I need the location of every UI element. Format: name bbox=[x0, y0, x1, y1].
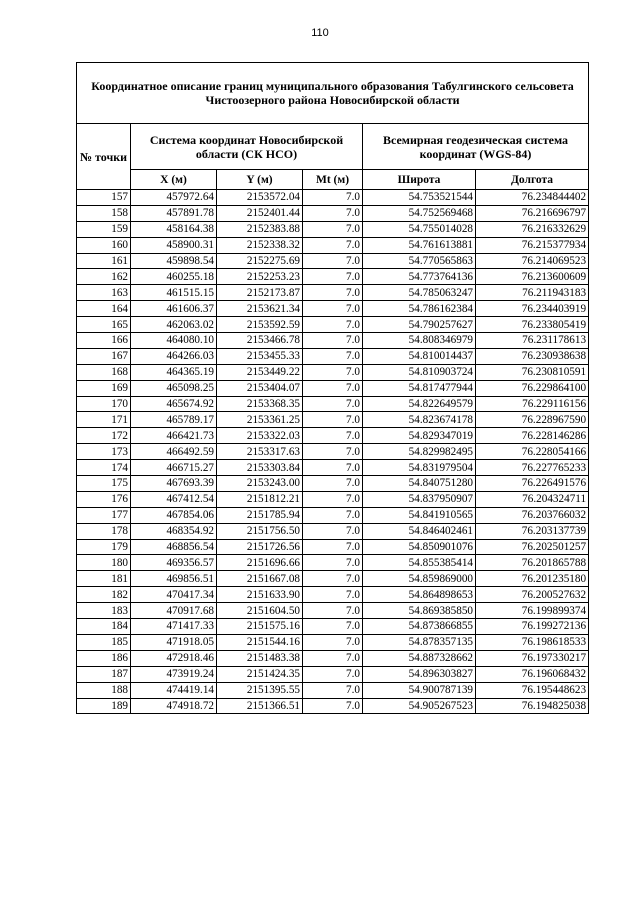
mt-cell: 7.0 bbox=[303, 634, 363, 650]
latitude-cell: 54.773764136 bbox=[363, 269, 476, 285]
longitude-cell: 76.211943183 bbox=[476, 285, 589, 301]
mt-cell: 7.0 bbox=[303, 666, 363, 682]
table-row bbox=[77, 666, 589, 682]
latitude-cell: 54.810014437 bbox=[363, 348, 476, 364]
point-number-cell: 180 bbox=[77, 555, 131, 571]
longitude-cell: 76.215377934 bbox=[476, 237, 589, 253]
mt-cell: 7.0 bbox=[303, 317, 363, 333]
longitude-cell: 76.201865788 bbox=[476, 555, 589, 571]
x-cell: 457891.78 bbox=[131, 205, 217, 221]
mt-cell: 7.0 bbox=[303, 444, 363, 460]
table-row bbox=[77, 539, 589, 555]
x-cell: 469356.57 bbox=[131, 555, 217, 571]
latitude-cell: 54.755014028 bbox=[363, 221, 476, 237]
y-cell: 2152401.44 bbox=[217, 205, 303, 221]
y-cell: 2151575.16 bbox=[217, 619, 303, 635]
x-cell: 467693.39 bbox=[131, 476, 217, 492]
longitude-cell: 76.195448623 bbox=[476, 682, 589, 698]
y-cell: 2153592.59 bbox=[217, 317, 303, 333]
longitude-cell: 76.203766032 bbox=[476, 507, 589, 523]
longitude-cell: 76.201235180 bbox=[476, 571, 589, 587]
point-number-cell: 187 bbox=[77, 666, 131, 682]
mt-cell: 7.0 bbox=[303, 285, 363, 301]
longitude-cell: 76.228054166 bbox=[476, 444, 589, 460]
point-number-cell: 184 bbox=[77, 619, 131, 635]
y-cell: 2151424.35 bbox=[217, 666, 303, 682]
latitude-cell: 54.761613881 bbox=[363, 237, 476, 253]
mt-cell: 7.0 bbox=[303, 253, 363, 269]
latitude-cell: 54.900787139 bbox=[363, 682, 476, 698]
y-cell: 2152383.88 bbox=[217, 221, 303, 237]
table-row bbox=[77, 253, 589, 269]
table-row bbox=[77, 460, 589, 476]
table-title: Координатное описание границ муниципального образования Табулгинского сельсовета Чистоозерного района Новосибирской области bbox=[77, 63, 589, 124]
longitude-cell: 76.204324711 bbox=[476, 491, 589, 507]
x-cell: 462063.02 bbox=[131, 317, 217, 333]
x-cell: 458900.31 bbox=[131, 237, 217, 253]
column-header-x: X (м) bbox=[131, 170, 217, 190]
mt-cell: 7.0 bbox=[303, 587, 363, 603]
point-number-cell: 179 bbox=[77, 539, 131, 555]
latitude-cell: 54.869385850 bbox=[363, 603, 476, 619]
point-number-cell: 158 bbox=[77, 205, 131, 221]
point-number-cell: 181 bbox=[77, 571, 131, 587]
latitude-cell: 54.753521544 bbox=[363, 190, 476, 206]
y-cell: 2152253.23 bbox=[217, 269, 303, 285]
point-number-cell: 185 bbox=[77, 634, 131, 650]
latitude-cell: 54.855385414 bbox=[363, 555, 476, 571]
point-number-cell: 167 bbox=[77, 348, 131, 364]
latitude-cell: 54.823674178 bbox=[363, 412, 476, 428]
longitude-cell: 76.194825038 bbox=[476, 698, 589, 714]
latitude-cell: 54.790257627 bbox=[363, 317, 476, 333]
point-number-cell: 177 bbox=[77, 507, 131, 523]
mt-cell: 7.0 bbox=[303, 507, 363, 523]
y-cell: 2152275.69 bbox=[217, 253, 303, 269]
point-number-cell: 182 bbox=[77, 587, 131, 603]
mt-cell: 7.0 bbox=[303, 301, 363, 317]
y-cell: 2151756.50 bbox=[217, 523, 303, 539]
point-number-cell: 161 bbox=[77, 253, 131, 269]
table-row bbox=[77, 221, 589, 237]
table-row bbox=[77, 507, 589, 523]
point-number-cell: 170 bbox=[77, 396, 131, 412]
longitude-cell: 76.230938638 bbox=[476, 348, 589, 364]
x-cell: 464266.03 bbox=[131, 348, 217, 364]
mt-cell: 7.0 bbox=[303, 555, 363, 571]
longitude-cell: 76.229864100 bbox=[476, 380, 589, 396]
mt-cell: 7.0 bbox=[303, 412, 363, 428]
point-number-cell: 188 bbox=[77, 682, 131, 698]
x-cell: 457972.64 bbox=[131, 190, 217, 206]
point-number-cell: 165 bbox=[77, 317, 131, 333]
table-row bbox=[77, 333, 589, 349]
y-cell: 2152173.87 bbox=[217, 285, 303, 301]
y-cell: 2153303.84 bbox=[217, 460, 303, 476]
longitude-cell: 76.196068432 bbox=[476, 666, 589, 682]
latitude-cell: 54.785063247 bbox=[363, 285, 476, 301]
column-header-y: Y (м) bbox=[217, 170, 303, 190]
longitude-cell: 76.227765233 bbox=[476, 460, 589, 476]
table-row bbox=[77, 412, 589, 428]
mt-cell: 7.0 bbox=[303, 619, 363, 635]
point-number-cell: 163 bbox=[77, 285, 131, 301]
y-cell: 2151667.08 bbox=[217, 571, 303, 587]
table-row bbox=[77, 634, 589, 650]
point-number-cell: 175 bbox=[77, 476, 131, 492]
point-number-cell: 160 bbox=[77, 237, 131, 253]
mt-cell: 7.0 bbox=[303, 539, 363, 555]
y-cell: 2151483.38 bbox=[217, 650, 303, 666]
x-cell: 474918.72 bbox=[131, 698, 217, 714]
longitude-cell: 76.213600609 bbox=[476, 269, 589, 285]
mt-cell: 7.0 bbox=[303, 221, 363, 237]
latitude-cell: 54.873866855 bbox=[363, 619, 476, 635]
x-cell: 472918.46 bbox=[131, 650, 217, 666]
longitude-cell: 76.229116156 bbox=[476, 396, 589, 412]
longitude-cell: 76.233805419 bbox=[476, 317, 589, 333]
y-cell: 2151633.90 bbox=[217, 587, 303, 603]
x-cell: 467854.06 bbox=[131, 507, 217, 523]
point-number-cell: 162 bbox=[77, 269, 131, 285]
mt-cell: 7.0 bbox=[303, 364, 363, 380]
x-cell: 471918.05 bbox=[131, 634, 217, 650]
x-cell: 466492.59 bbox=[131, 444, 217, 460]
longitude-cell: 76.231178613 bbox=[476, 333, 589, 349]
table-row bbox=[77, 682, 589, 698]
point-number-cell: 183 bbox=[77, 603, 131, 619]
latitude-cell: 54.887328662 bbox=[363, 650, 476, 666]
point-number-cell: 189 bbox=[77, 698, 131, 714]
latitude-cell: 54.752569468 bbox=[363, 205, 476, 221]
y-cell: 2151812.21 bbox=[217, 491, 303, 507]
latitude-cell: 54.822649579 bbox=[363, 396, 476, 412]
table-row bbox=[77, 523, 589, 539]
table-row bbox=[77, 205, 589, 221]
x-cell: 468354.92 bbox=[131, 523, 217, 539]
latitude-cell: 54.829347019 bbox=[363, 428, 476, 444]
table-row bbox=[77, 476, 589, 492]
x-cell: 470417.34 bbox=[131, 587, 217, 603]
y-cell: 2152338.32 bbox=[217, 237, 303, 253]
longitude-cell: 76.228146286 bbox=[476, 428, 589, 444]
table-row bbox=[77, 603, 589, 619]
mt-cell: 7.0 bbox=[303, 348, 363, 364]
latitude-cell: 54.840751280 bbox=[363, 476, 476, 492]
mt-cell: 7.0 bbox=[303, 269, 363, 285]
nso-system-header: Система координат Новосибирской области (СК НСО) bbox=[131, 124, 363, 170]
y-cell: 2153243.00 bbox=[217, 476, 303, 492]
x-cell: 461606.37 bbox=[131, 301, 217, 317]
longitude-cell: 76.216696797 bbox=[476, 205, 589, 221]
table-row bbox=[77, 555, 589, 571]
point-number-cell: 168 bbox=[77, 364, 131, 380]
table-body bbox=[77, 190, 589, 714]
latitude-cell: 54.817477944 bbox=[363, 380, 476, 396]
table-row bbox=[77, 190, 589, 206]
longitude-cell: 76.216332629 bbox=[476, 221, 589, 237]
point-number-cell: 176 bbox=[77, 491, 131, 507]
x-cell: 465098.25 bbox=[131, 380, 217, 396]
column-header-mt: Mt (м) bbox=[303, 170, 363, 190]
table-row bbox=[77, 650, 589, 666]
x-cell: 460255.18 bbox=[131, 269, 217, 285]
mt-cell: 7.0 bbox=[303, 491, 363, 507]
mt-cell: 7.0 bbox=[303, 476, 363, 492]
longitude-cell: 76.202501257 bbox=[476, 539, 589, 555]
latitude-cell: 54.859869000 bbox=[363, 571, 476, 587]
y-cell: 2153449.22 bbox=[217, 364, 303, 380]
latitude-cell: 54.878357135 bbox=[363, 634, 476, 650]
x-cell: 465674.92 bbox=[131, 396, 217, 412]
y-cell: 2151785.94 bbox=[217, 507, 303, 523]
table-row bbox=[77, 587, 589, 603]
mt-cell: 7.0 bbox=[303, 237, 363, 253]
x-cell: 466715.27 bbox=[131, 460, 217, 476]
latitude-cell: 54.846402461 bbox=[363, 523, 476, 539]
latitude-cell: 54.770565863 bbox=[363, 253, 476, 269]
column-header-latitude: Широта bbox=[363, 170, 476, 190]
table-row bbox=[77, 428, 589, 444]
x-cell: 467412.54 bbox=[131, 491, 217, 507]
mt-cell: 7.0 bbox=[303, 603, 363, 619]
y-cell: 2153317.63 bbox=[217, 444, 303, 460]
longitude-cell: 76.230810591 bbox=[476, 364, 589, 380]
wgs-system-header: Всемирная геодезическая система координат (WGS-84) bbox=[363, 124, 589, 170]
x-cell: 464365.19 bbox=[131, 364, 217, 380]
latitude-cell: 54.841910565 bbox=[363, 507, 476, 523]
latitude-cell: 54.864898653 bbox=[363, 587, 476, 603]
mt-cell: 7.0 bbox=[303, 396, 363, 412]
y-cell: 2153466.78 bbox=[217, 333, 303, 349]
y-cell: 2153368.35 bbox=[217, 396, 303, 412]
x-cell: 461515.15 bbox=[131, 285, 217, 301]
table-row bbox=[77, 269, 589, 285]
table-row bbox=[77, 491, 589, 507]
y-cell: 2151604.50 bbox=[217, 603, 303, 619]
longitude-cell: 76.234403919 bbox=[476, 301, 589, 317]
y-cell: 2151544.16 bbox=[217, 634, 303, 650]
longitude-cell: 76.203137739 bbox=[476, 523, 589, 539]
mt-cell: 7.0 bbox=[303, 205, 363, 221]
mt-cell: 7.0 bbox=[303, 698, 363, 714]
mt-cell: 7.0 bbox=[303, 650, 363, 666]
table-row bbox=[77, 444, 589, 460]
y-cell: 2153572.04 bbox=[217, 190, 303, 206]
table-row bbox=[77, 237, 589, 253]
table-row bbox=[77, 301, 589, 317]
y-cell: 2153455.33 bbox=[217, 348, 303, 364]
table-row bbox=[77, 619, 589, 635]
y-cell: 2153404.07 bbox=[217, 380, 303, 396]
point-number-cell: 169 bbox=[77, 380, 131, 396]
latitude-cell: 54.810903724 bbox=[363, 364, 476, 380]
point-number-cell: 174 bbox=[77, 460, 131, 476]
point-number-cell: 173 bbox=[77, 444, 131, 460]
point-number-cell: 171 bbox=[77, 412, 131, 428]
x-cell: 474419.14 bbox=[131, 682, 217, 698]
latitude-cell: 54.837950907 bbox=[363, 491, 476, 507]
y-cell: 2151366.51 bbox=[217, 698, 303, 714]
mt-cell: 7.0 bbox=[303, 523, 363, 539]
table-row bbox=[77, 396, 589, 412]
x-cell: 466421.73 bbox=[131, 428, 217, 444]
longitude-cell: 76.198618533 bbox=[476, 634, 589, 650]
x-cell: 468856.54 bbox=[131, 539, 217, 555]
y-cell: 2151395.55 bbox=[217, 682, 303, 698]
latitude-cell: 54.896303827 bbox=[363, 666, 476, 682]
x-cell: 464080.10 bbox=[131, 333, 217, 349]
table-row bbox=[77, 364, 589, 380]
x-cell: 458164.38 bbox=[131, 221, 217, 237]
table-row bbox=[77, 571, 589, 587]
column-header-longitude: Долгота bbox=[476, 170, 589, 190]
mt-cell: 7.0 bbox=[303, 380, 363, 396]
mt-cell: 7.0 bbox=[303, 333, 363, 349]
x-cell: 465789.17 bbox=[131, 412, 217, 428]
longitude-cell: 76.199272136 bbox=[476, 619, 589, 635]
longitude-cell: 76.234844402 bbox=[476, 190, 589, 206]
longitude-cell: 76.228967590 bbox=[476, 412, 589, 428]
x-cell: 473919.24 bbox=[131, 666, 217, 682]
longitude-cell: 76.199899374 bbox=[476, 603, 589, 619]
latitude-cell: 54.829982495 bbox=[363, 444, 476, 460]
x-cell: 469856.51 bbox=[131, 571, 217, 587]
y-cell: 2151726.56 bbox=[217, 539, 303, 555]
point-number-header: № точки bbox=[77, 124, 131, 190]
mt-cell: 7.0 bbox=[303, 682, 363, 698]
longitude-cell: 76.214069523 bbox=[476, 253, 589, 269]
x-cell: 470917.68 bbox=[131, 603, 217, 619]
latitude-cell: 54.831979504 bbox=[363, 460, 476, 476]
page-number: 110 bbox=[311, 27, 329, 39]
y-cell: 2153621.34 bbox=[217, 301, 303, 317]
latitude-cell: 54.808346979 bbox=[363, 333, 476, 349]
coordinates-table bbox=[76, 62, 589, 714]
y-cell: 2153322.03 bbox=[217, 428, 303, 444]
longitude-cell: 76.226491576 bbox=[476, 476, 589, 492]
mt-cell: 7.0 bbox=[303, 571, 363, 587]
point-number-cell: 178 bbox=[77, 523, 131, 539]
point-number-cell: 157 bbox=[77, 190, 131, 206]
x-cell: 459898.54 bbox=[131, 253, 217, 269]
y-cell: 2151696.66 bbox=[217, 555, 303, 571]
table-row bbox=[77, 317, 589, 333]
point-number-cell: 164 bbox=[77, 301, 131, 317]
mt-cell: 7.0 bbox=[303, 190, 363, 206]
point-number-cell: 172 bbox=[77, 428, 131, 444]
point-number-cell: 186 bbox=[77, 650, 131, 666]
mt-cell: 7.0 bbox=[303, 428, 363, 444]
table-row bbox=[77, 380, 589, 396]
point-number-cell: 159 bbox=[77, 221, 131, 237]
point-number-cell: 166 bbox=[77, 333, 131, 349]
longitude-cell: 76.200527632 bbox=[476, 587, 589, 603]
mt-cell: 7.0 bbox=[303, 460, 363, 476]
table-row bbox=[77, 348, 589, 364]
table-row bbox=[77, 698, 589, 714]
y-cell: 2153361.25 bbox=[217, 412, 303, 428]
latitude-cell: 54.905267523 bbox=[363, 698, 476, 714]
x-cell: 471417.33 bbox=[131, 619, 217, 635]
table-row bbox=[77, 285, 589, 301]
latitude-cell: 54.786162384 bbox=[363, 301, 476, 317]
latitude-cell: 54.850901076 bbox=[363, 539, 476, 555]
longitude-cell: 76.197330217 bbox=[476, 650, 589, 666]
